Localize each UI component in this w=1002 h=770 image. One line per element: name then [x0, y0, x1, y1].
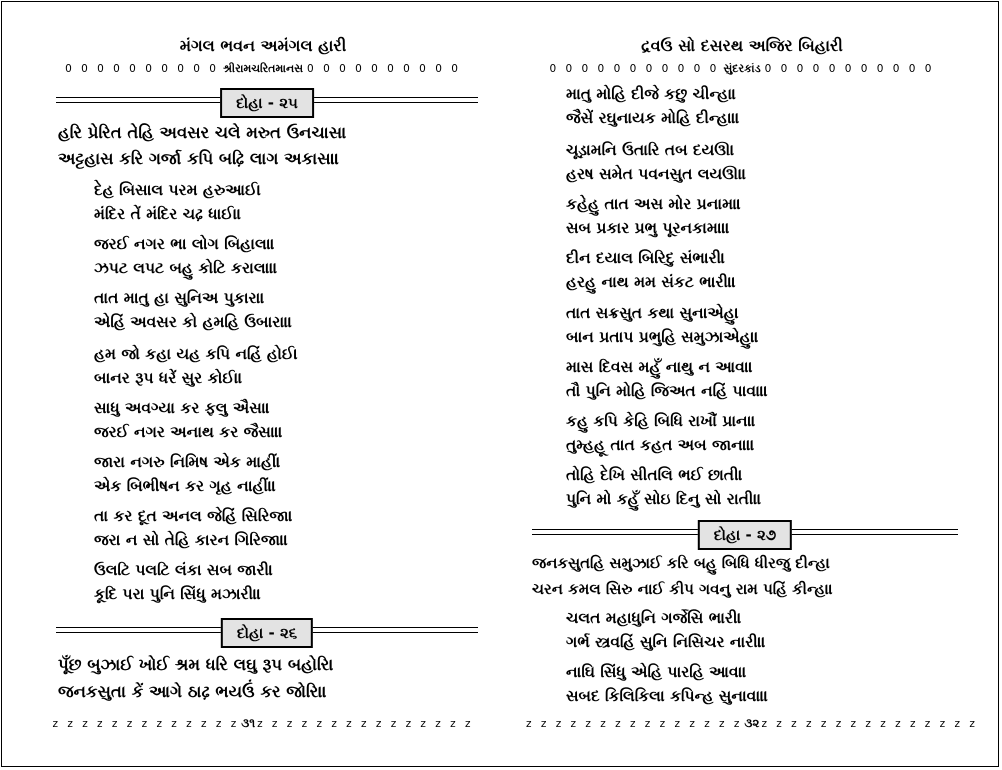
chaupai-line: ઝપટ લપટ બહુ કોટિ કરાલા॥: [94, 259, 278, 277]
chaupai-line: તૌ પુનિ મોહિ જિઅત નહિં પાવા॥: [566, 382, 769, 400]
chaupai-line: હરહુ નાથ મમ સંકટ ભારી॥: [566, 273, 737, 291]
page-header-title: મંગલ ભવન અમંગલ હારી: [179, 36, 347, 55]
doha-line: ચરન કમલ સિરુ નાઈ કીપ ગવનુ રામ પહિં કીન્હ॥: [532, 580, 834, 598]
chaupai-line: નાઘિ સિંધુ એહિ પારહિ આવા।: [566, 663, 747, 681]
doha-line: અટ્ટહાસ કરિ ગર્જા કપિ બઢ઼િ લાગ અકાસ॥: [58, 149, 340, 168]
chaupai-line: જરઈ નગર ભા લોગ બિહાલા।: [94, 235, 275, 253]
chaupai-line: સાધુ અવગ્યા કર ફલુ ઐસા।: [94, 399, 270, 417]
chaupai-line: જરા ન સો તેહિ કારન ગિરિજા॥: [94, 531, 289, 549]
chaupai-line: હરષ સમેત પવનસુત લયઊ॥: [566, 165, 747, 183]
page-header-subtitle: [42, 62, 484, 76]
page-header-subtitle: [526, 62, 958, 76]
page-number: ૩૧: [241, 716, 256, 730]
chaupai-line: માતુ મોહિ દીજે કછુ ચીન્હા।: [566, 85, 737, 103]
decorative-pattern: z z z z z z z z z z z z z z z: [761, 718, 978, 730]
doha-heading-27: [532, 520, 958, 548]
chaupai-line: તાત સક્રસુત કથા સુનાએહુ।: [566, 304, 739, 322]
doha-line: જનકસુતા કેં આગે ઠાઢ઼ ભયઉં કર જોરિ॥: [58, 682, 327, 701]
doha-label: દોહા - ૨૫: [220, 88, 314, 118]
chaupai-line: સબ પ્રકાર પ્રભુ પૂરનકામા॥: [566, 219, 730, 237]
chaupai-line: તા કર દૂત અનલ જેહિં સિરિજા।: [94, 507, 293, 525]
left-page: [42, 2, 484, 768]
chaupai-line: માસ દિવસ મહુઁ નાથુ ન આવા।: [566, 358, 753, 376]
chaupai-line: જારા નગરુ નિમિષ એક માહીં।: [94, 453, 281, 471]
doha-label: દોહા - ૨૭: [698, 520, 792, 550]
decorative-pattern: z z z z z z z z z z z z z z z: [526, 718, 743, 730]
chaupai-line: ચૂડ઼ામનિ ઉતારિ તબ દયઊ।: [566, 141, 735, 159]
chaupai-line: બાન પ્રતાપ પ્રભુહિ સમુઝાએહુ॥: [566, 328, 759, 346]
chaupai-line: ગર્ભ સ્ત્રવહિં સુનિ નિસિચર નારી॥: [566, 633, 766, 651]
page-number: ૩૨: [744, 716, 760, 730]
doha-heading-25: [56, 88, 478, 116]
chaupai-line: સબદ કિલિકિલા કપિન્હ સુનાવા॥: [566, 687, 769, 705]
chaupai-line: દેહ બિસાલ પરમ હરુઆઈ।: [94, 181, 262, 199]
chaupai-line: કહેહુ તાત અસ મોર પ્રનામા।: [566, 195, 741, 213]
page-header-title: દ્રવઉ સો દસરથ અજિર બિહારી: [641, 36, 843, 55]
book-title: શ્રીરામચરિતમાનસ: [222, 62, 304, 75]
chaupai-line: જૈસેં રઘુનાયક મોહિ દીન્હા॥: [566, 109, 740, 127]
book-title: સુંદરકાંડ: [723, 62, 761, 75]
chaupai-line: પુનિ મો કહુઁ સોઇ દિનુ સો રાતી॥: [566, 490, 762, 508]
chaupai-line: દીન દયાલ બિરિદુ સંભારી।: [566, 249, 726, 267]
decorative-pattern: z z z z z z z z z z z z z: [52, 718, 240, 730]
decorative-pattern: 0 0 0 0 0 0 0 0 0 0: [65, 63, 219, 75]
page-footer: [526, 716, 978, 731]
chaupai-line: ચલત મહાધુનિ ગર્જેસિ ભારી।: [566, 609, 742, 627]
chaupai-line: કૂદિ પરા પુનિ સિંધુ મઝારી॥: [94, 585, 262, 603]
chaupai-line: તાત માતુ હા સુનિઅ પુકારા।: [94, 289, 265, 307]
chaupai-line: બાનર રૂપ ધરેં સુર કોઈ॥: [94, 369, 243, 387]
chaupai-line: જરઈ નગર અનાથ કર જૈસા॥: [94, 423, 283, 441]
chaupai-line: મંદિર તેં મંદિર ચઢ઼ ધાઈ॥: [94, 205, 242, 223]
doha-line: હરિ પ્રેરિત તેહિ અવસર ચલે મરુત ઉનચાસ।: [58, 123, 347, 142]
decorative-pattern: 0 0 0 0 0 0 0 0 0 0 0: [764, 63, 935, 75]
doha-heading-26: [56, 618, 478, 646]
decorative-pattern: z z z z z z z z z z z z z z z: [257, 718, 474, 730]
chaupai-line: તોહિ દેખિ સીતલિ ભઈ છાતી।: [566, 466, 743, 484]
chaupai-line: ઉલટિ પલટિ લંકા સબ જારી।: [94, 561, 274, 579]
chaupai-line: એહિં અવસર કો હમહિ ઉબારા॥: [94, 313, 293, 331]
book-spread: [1, 1, 999, 767]
page-footer: [42, 716, 484, 731]
chaupai-line: કહુ કપિ કેહિ બિધિ રાખૌં પ્રાના।: [566, 412, 756, 430]
right-page: [526, 2, 978, 768]
chaupai-line: હમ જો કહા યહ કપિ નહિં હોઈ।: [94, 345, 298, 363]
chaupai-line: તુમ્હહૂ તાત કહત અબ જાના॥: [566, 436, 755, 454]
chaupai-line: એક બિભીષન કર ગૃહ નાહીં॥: [94, 477, 277, 495]
decorative-pattern: 0 0 0 0 0 0 0 0 0 0 0: [549, 63, 720, 75]
doha-line: પૂઁછ બુઝાઈ ખોઈ શ્રમ ધરિ લઘુ રૂપ બહોરિ।: [58, 655, 334, 674]
decorative-pattern: 0 0 0 0 0 0 0 0 0 0: [307, 63, 461, 75]
doha-label: દોહા - ૨૬: [221, 618, 313, 648]
doha-line: જનકસુતહિ સમુઝાઈ કરિ બહુ બિધિ ધીરજુ દીન્હ।: [532, 554, 831, 572]
